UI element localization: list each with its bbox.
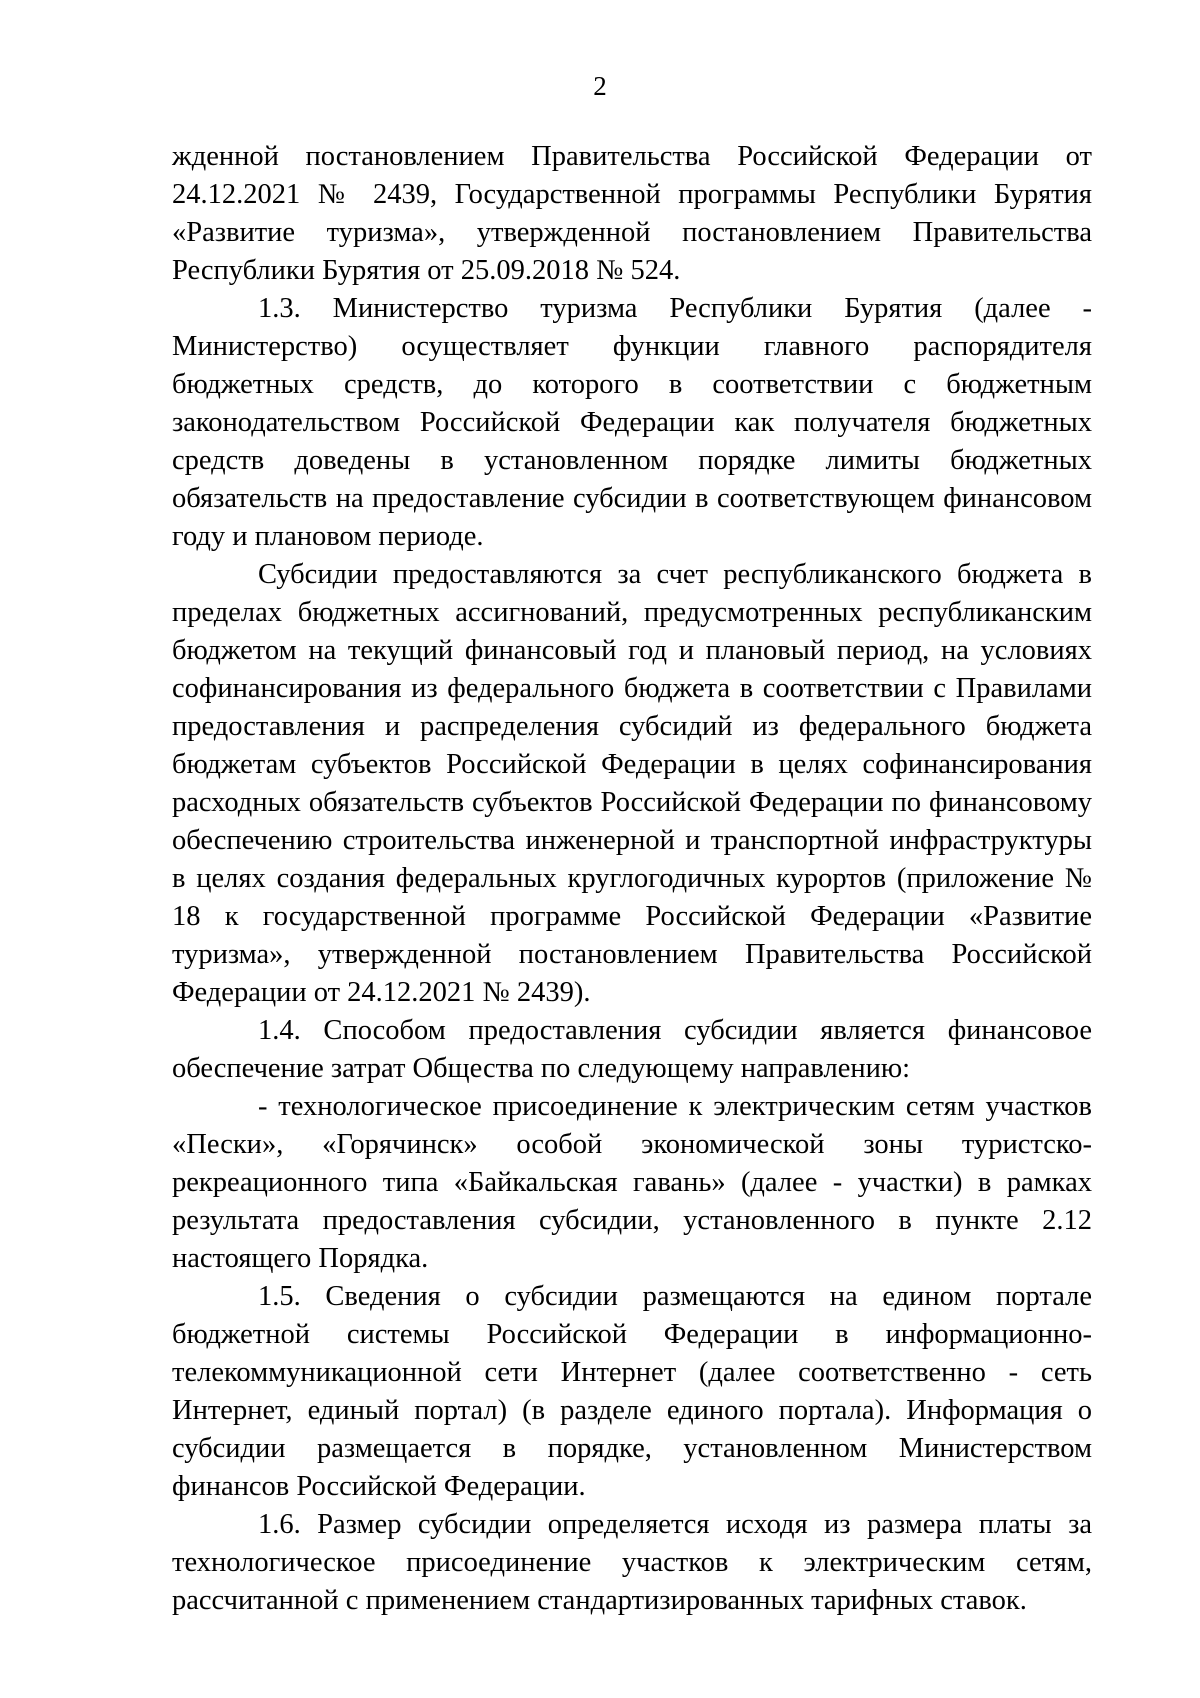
paragraph-item-1-4: 1.4. Способом предоставления субсидии является финансовое обеспечение затрат Общества по следующему направлению: bbox=[172, 1015, 1092, 1084]
paragraph-continuation: жденной постановлением Правительства Российской Федерации от 24.12.2021 № 2439, Государственной программы Республики Бурятия «Развитие туризма», утвержденной постановлением Правительства Республики Бурятия от 25.09.2018 № 524. bbox=[172, 141, 1092, 286]
paragraph-subsidies-source: Субсидии предоставляются за счет республиканского бюджета в пределах бюджетных ассигнований, предусмотренных республиканским бюджетом на текущий финансовый год и плановый период, на условиях софинансирования из федерального бюджета в соответствии с Правилами предоставления и распределения субсидий из федерального бюджета бюджетам субъектов Российской Федерации в целях софинансирования расходных обязательств субъектов Российской Федерации по финансовому обеспечению строительства инженерной и транспортной инфраструктуры в целях создания федеральных круглогодичных курортов (приложение № 18 к государственной программе Российской Федерации «Развитие туризма», утвержденной постановлением Правительства Российской Федерации от 24.12.2021 № 2439). bbox=[172, 559, 1092, 1008]
paragraph-item-1-5: 1.5. Сведения о субсидии размещаются на едином портале бюджетной системы Российской Федерации в информационно-телекоммуникационной сети Интернет (далее соответственно - сеть Интернет, единый портал) (в разделе единого портала). Информация о субсидии размещается в порядке, установленном Министерством финансов Российской Федерации. bbox=[172, 1281, 1092, 1502]
document-body bbox=[172, 138, 1092, 1620]
paragraph-item-1-3: 1.3. Министерство туризма Республики Бурятия (далее - Министерство) осуществляет функции главного распорядителя бюджетных средств, до которого в соответствии с бюджетным законодательством Российской Федерации как получателя бюджетных средств доведены в установленном порядке лимиты бюджетных обязательств на предоставление субсидии в соответствующем финансовом году и плановом периоде. bbox=[172, 293, 1092, 552]
paragraph-item-1-4-bullet: - технологическое присоединение к электрическим сетям участков «Пески», «Горячинск» особой экономической зоны туристско-рекреационного типа «Байкальская гавань» (далее - участки) в рамках результата предоставления субсидии, установленного в пункте 2.12 настоящего Порядка. bbox=[172, 1091, 1092, 1274]
paragraph-item-1-6: 1.6. Размер субсидии определяется исходя из размера платы за технологическое присоединение участков к электрическим сетям, рассчитанной с применением стандартизированных тарифных ставок. bbox=[172, 1509, 1092, 1616]
page-number: 2 bbox=[593, 71, 607, 101]
